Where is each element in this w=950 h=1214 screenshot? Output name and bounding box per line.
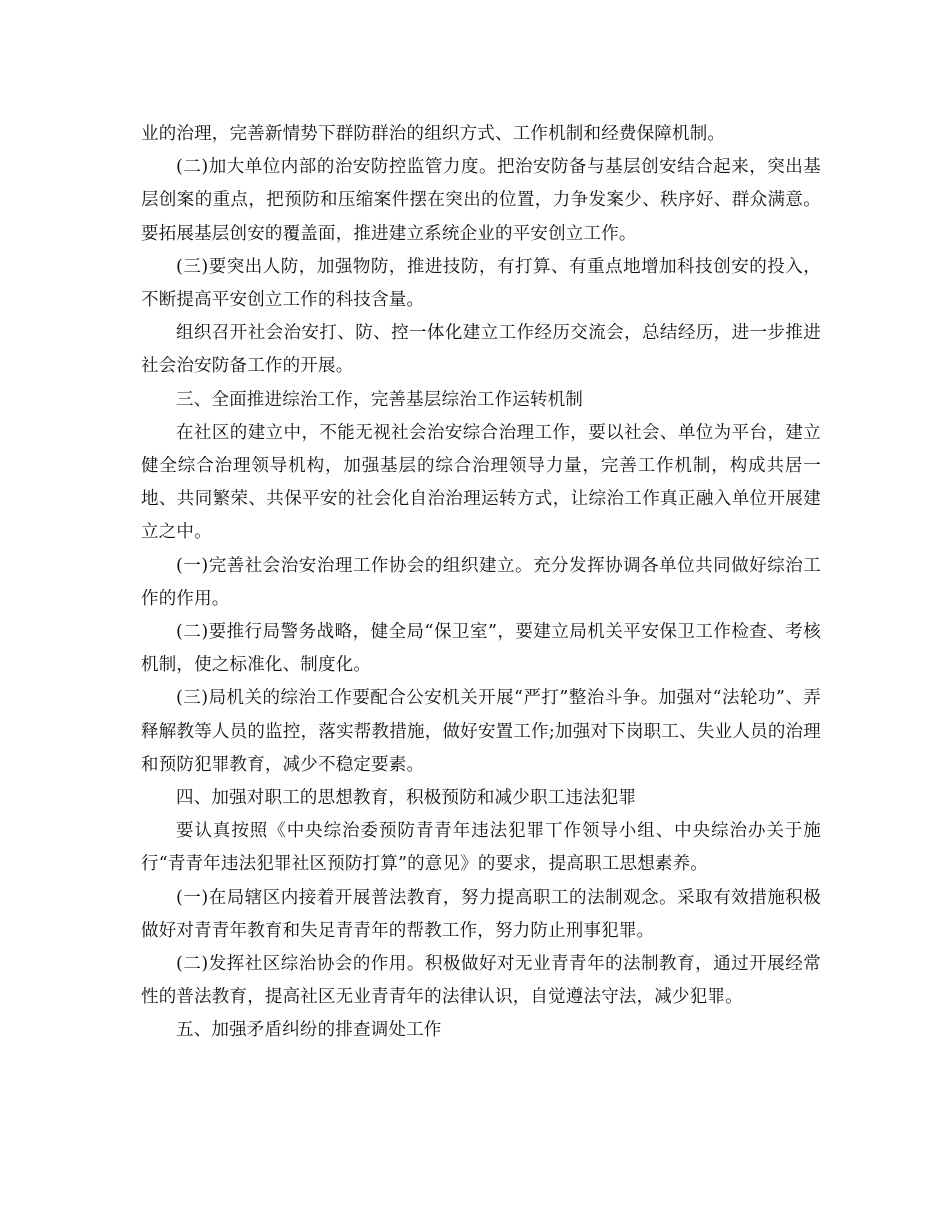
paragraph-legal-education: (一)在局辖区内接着开展普法教育，努力提高职工的法制观念。采取有效措施积极做好对青青年教育和失足青青年的帮教工作，努力防止刑事犯罪。 bbox=[141, 887, 821, 941]
paragraph-community-building: 在社区的建立中，不能无视社会治安综合治理工作，要以社会、单位为平台，建立健全综合治理领导机构，加强基层的综合治理领导力量，完善工作机制，构成共居一地、共同繁荣、共保平安的社会化自治治理运转方式，让综治工作真正融入单位开展建立之中。 bbox=[141, 422, 821, 543]
paragraph-association-organization: (一)完善社会治安治理工作协会的组织建立。充分发挥协调各单位共同做好综治工作的作用。 bbox=[141, 555, 821, 609]
paragraph-tech-prevention: (三)要突出人防，加强物防，推进技防，有打算、有重点地增加科技创安的投入，不断提高平安创立工作的科技含量。 bbox=[141, 256, 821, 311]
paragraph-continuation: 业的治理，完善新情势下群防群治的组织方式、工作机制和经费保障机制。 bbox=[141, 124, 726, 144]
paragraph-strike-hard: (三)局机关的综治工作要配合公安机关开展“严打”整治斗争。加强对“法轮功”、弄释解教等人员的监控，落实帮教措施，做好安置工作;加强对下岗职工、失业人员的治理和预防犯罪教育，减少不稳定要素。 bbox=[141, 688, 821, 775]
paragraph-strengthen-internal-supervision: (二)加大单位内部的治安防控监管力度。把治安防备与基层创安结合起来，突出基层创案的重点，把预防和压缩案件摆在突出的位置，力争发案少、秩序好、群众满意。要拓展基层创安的覆盖面，推进建立系统企业的平安创立工作。 bbox=[141, 157, 821, 244]
paragraph-exchange-meeting: 组织召开社会治安打、防、控一体化建立工作经历交流会，总结经历，进一步推进社会治安防备工作的开展。 bbox=[141, 323, 821, 377]
section-heading-five: 五、加强矛盾纠纷的排查调处工作 bbox=[176, 1020, 442, 1041]
paragraph-security-office: (二)要推行局警务战略，健全局“保卫室”，要建立局机关平安保卫工作检查、考核机制，使之标准化、制度化。 bbox=[141, 622, 821, 676]
section-heading-four: 四、加强对职工的思想教育，积极预防和减少职工违法犯罪 bbox=[176, 788, 637, 809]
paragraph-community-association: (二)发挥社区综治协会的作用。积极做好对无业青青年的法制教育，通过开展经常性的普法教育，提高社区无业青青年的法律认识，自觉遵法守法，减少犯罪。 bbox=[141, 954, 821, 1008]
document-body bbox=[141, 118, 821, 1048]
paragraph-central-guidance: 要认真按照《中央综治委预防青青年违法犯罪丅作领导小组、中央综治办关于施行“青青年违法犯罪社区预防打算”的意见》的要求，提高职工思想素养。 bbox=[141, 821, 821, 875]
section-heading-three: 三、全面推进综治工作，完善基层综治工作运转机制 bbox=[176, 389, 584, 410]
